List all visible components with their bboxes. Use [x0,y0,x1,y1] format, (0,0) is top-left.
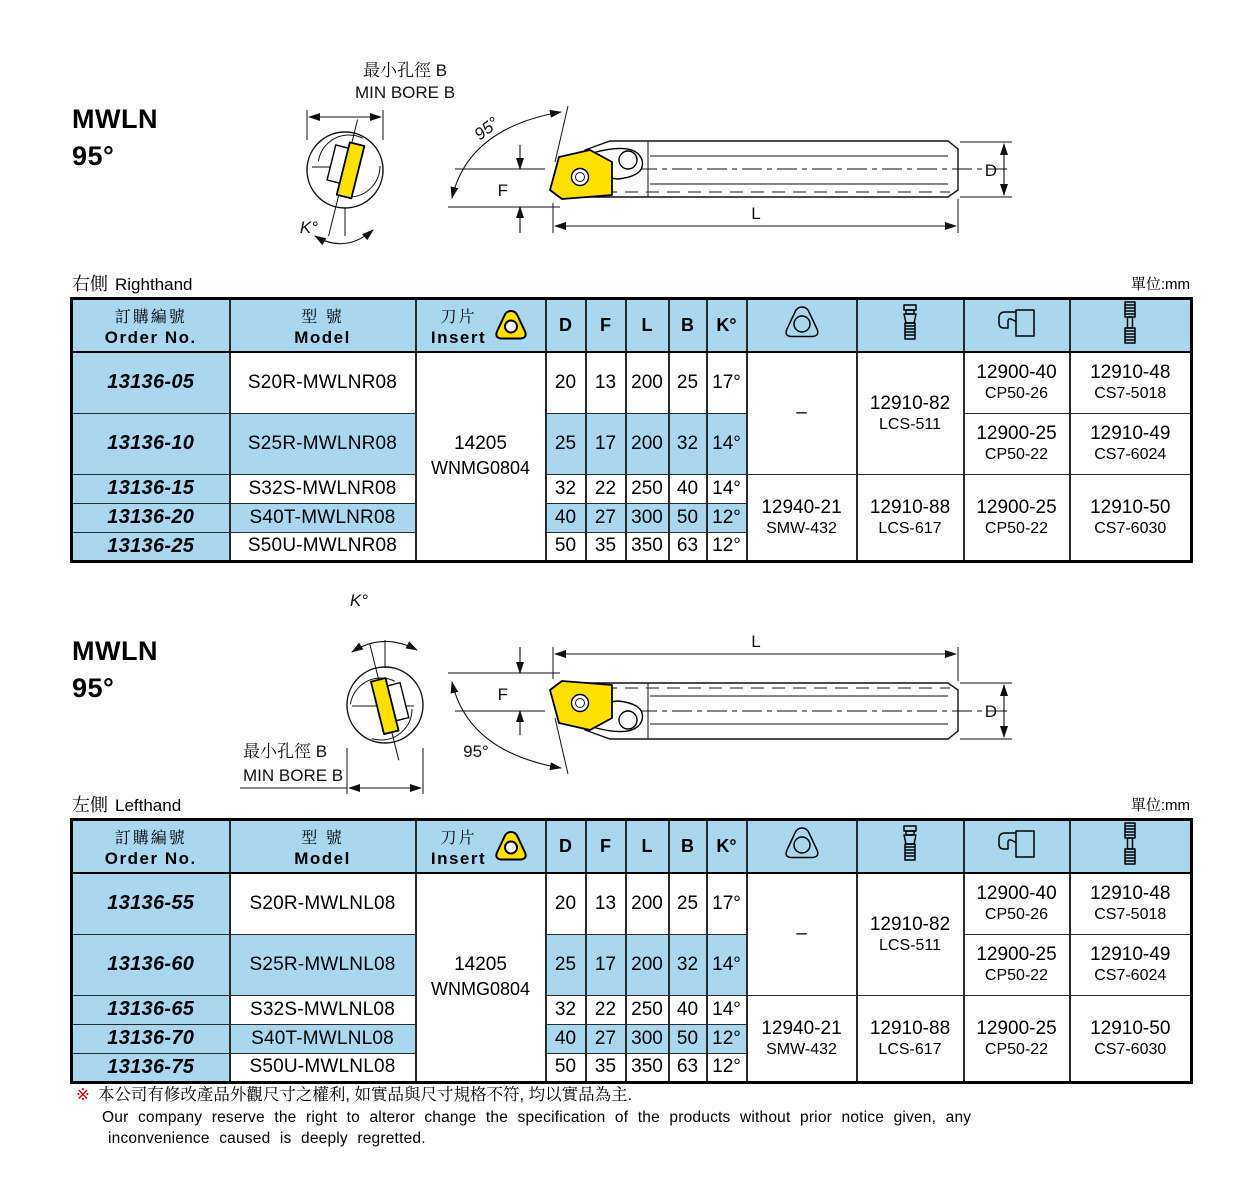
model-header-zh: 型 號 [301,829,344,847]
insert-col-header [416,820,546,874]
model-cell: S40T-MWLNL08 [230,1024,416,1053]
order-cell: 13136-25 [72,532,230,561]
insert-header-zh: 刀片 [440,308,477,326]
table-header-row [72,820,1192,874]
f-col-header: F [586,299,626,353]
hand-zh: 右側 [72,274,108,294]
k-cell: 12° [707,532,747,561]
l-cell: 200 [626,934,669,995]
clamp-col-header [964,299,1070,353]
insert-header-en: Insert [430,327,487,347]
l-cell: 200 [626,873,669,934]
trigon-insert-icon [492,830,530,864]
shim-screw-col-header [857,299,964,353]
d-cell: 32 [546,474,586,503]
f-cell: 13 [586,352,626,413]
order-cell: 13136-70 [72,1024,230,1053]
clamp-screw-cell: 12910-48 CS7-5018 [1070,352,1192,413]
k-col-header: K° [707,820,747,874]
order-cell: 13136-60 [72,934,230,995]
model-cell: S20R-MWLNL08 [230,873,416,934]
order-header-zh: 訂購編號 [114,829,187,847]
k-angle-label: K° [299,218,318,237]
unit-label: 單位:mm [1130,797,1190,814]
min-bore-label-en: MIN BORE B [354,83,456,102]
model-header-zh: 型 號 [301,308,344,326]
f-cell: 35 [586,1053,626,1082]
shim-screw-icon [898,823,922,865]
lefthand-spec-table [70,818,1193,1084]
f-cell: 13 [586,873,626,934]
l-cell: 300 [626,1024,669,1053]
angle-95-label: 95° [463,742,489,761]
b-cell: 25 [669,352,707,413]
k-angle-label: K° [349,591,368,610]
clamp-cell: 12900-25 CP50-22 [964,413,1070,474]
b-col-header: B [669,299,707,353]
clamp-screw-icon [1121,821,1139,867]
model-cell: S25R-MWLNL08 [230,934,416,995]
order-cell: 13136-65 [72,995,230,1024]
footer-note [76,1085,1186,1149]
order-cell: 13136-75 [72,1053,230,1082]
b-cell: 40 [669,995,707,1024]
f-col-header: F [586,820,626,874]
angle-95-label: 95° [470,113,503,145]
clamp-cell: 12900-40 CP50-26 [964,873,1070,934]
model-cell: S25R-MWLNR08 [230,413,416,474]
order-header-en: Order No. [104,848,197,868]
shim-icon [779,303,825,343]
end-view-insert [362,639,418,762]
f-cell: 22 [586,995,626,1024]
clamp-screw-cell: 12910-49 CS7-6024 [1070,934,1192,995]
d-col-header: D [546,299,586,353]
righthand-spec-table [70,297,1193,563]
k-cell: 14° [707,995,747,1024]
footer-zh-text: 本公司有修改產品外觀尺寸之權利, 如實品與尺寸規格不符, 均以實品為主. [97,1086,633,1104]
clamp-screw-col-header [1070,820,1192,874]
table-row [72,474,1192,503]
b-cell: 32 [669,413,707,474]
unit-label: 單位:mm [1130,276,1190,293]
table-row [72,873,1192,934]
hand-label-righthand [72,270,193,296]
f-dim-label: F [497,181,508,200]
insert-cell: 14205 WNMG0804 [416,352,546,561]
f-dim-label: F [497,685,508,704]
lead-angle: 95° [72,141,115,171]
d-cell: 20 [546,352,586,413]
trigon-insert-icon [492,309,530,343]
l-cell: 200 [626,413,669,474]
insert-header-en: Insert [430,848,487,868]
insert-cell: 14205 WNMG0804 [416,873,546,1082]
clamp-screw-icon [1121,300,1139,346]
d-cell: 50 [546,1053,586,1082]
hand-en: Righthand [115,275,193,294]
d-cell: 25 [546,413,586,474]
l-dim-label: L [751,632,761,651]
d-cell: 40 [546,503,586,532]
righthand-diagram [230,52,1060,270]
l-cell: 350 [626,1053,669,1082]
section-title-lefthand [72,633,158,707]
footer-en-line2: inconvenience caused is deeply regretted. [108,1130,426,1147]
l-col-header: L [626,299,669,353]
model-col-header [230,299,416,353]
table-row [72,934,1192,995]
clamp-cell: 12900-40 CP50-26 [964,352,1070,413]
model-cell: S50U-MWLNL08 [230,1053,416,1082]
model-cell: S50U-MWLNR08 [230,532,416,561]
series-name: MWLN [72,104,158,134]
b-cell: 63 [669,532,707,561]
clamp-icon [994,303,1040,343]
f-cell: 17 [586,934,626,995]
k-cell: 14° [707,413,747,474]
b-cell: 32 [669,934,707,995]
shim-icon [779,824,825,864]
shim-cell: 12940-21 SMW-432 [747,474,857,561]
l-cell: 250 [626,995,669,1024]
shim-screw-cell: 12910-88 LCS-617 [857,474,964,561]
shim-col-header [747,820,857,874]
table-row [72,995,1192,1024]
d-cell: 32 [546,995,586,1024]
insert-col-header [416,299,546,353]
shim-screw-cell: 12910-88 LCS-617 [857,995,964,1082]
l-cell: 250 [626,474,669,503]
shim-screw-icon [898,302,922,344]
model-cell: S32S-MWLNL08 [230,995,416,1024]
f-cell: 27 [586,1024,626,1053]
reference-mark: ※ [76,1086,90,1104]
model-cell: S32S-MWLNR08 [230,474,416,503]
l-col-header: L [626,820,669,874]
min-bore-label-zh: 最小孔徑 B [362,61,448,80]
shim-cell: – [747,352,857,474]
model-header-en: Model [294,848,351,868]
section-title-righthand [72,101,158,175]
clamp-cell: 12900-25 CP50-22 [964,934,1070,995]
order-cell: 13136-10 [72,413,230,474]
k-cell: 14° [707,474,747,503]
min-bore-label-en: MIN BORE B [243,766,344,785]
order-cell: 13136-15 [72,474,230,503]
d-cell: 20 [546,873,586,934]
lefthand-diagram [230,575,1060,795]
order-header-en: Order No. [104,327,197,347]
clamp-screw-cell: 12910-50 CS7-6030 [1070,995,1192,1082]
b-cell: 25 [669,873,707,934]
hand-en: Lefthand [115,796,182,815]
table-row [72,413,1192,474]
d-dim-label: D [984,702,997,721]
table-header-row [72,299,1192,353]
k-cell: 12° [707,1024,747,1053]
d-cell: 40 [546,1024,586,1053]
model-cell: S40T-MWLNR08 [230,503,416,532]
f-cell: 17 [586,413,626,474]
b-cell: 63 [669,1053,707,1082]
hand-zh: 左側 [72,795,108,815]
shim-screw-cell: 12910-82 LCS-511 [857,873,964,995]
lead-angle: 95° [72,673,115,703]
order-header-zh: 訂購編號 [114,308,187,326]
table-row [72,352,1192,413]
f-cell: 22 [586,474,626,503]
model-cell: S20R-MWLNR08 [230,352,416,413]
k-cell: 12° [707,1053,747,1082]
insert-header-zh: 刀片 [440,829,477,847]
clamp-icon [994,824,1040,864]
order-cell: 13136-55 [72,873,230,934]
b-col-header: B [669,820,707,874]
clamp-cell: 12900-25 CP50-22 [964,995,1070,1082]
l-cell: 350 [626,532,669,561]
l-cell: 200 [626,352,669,413]
shim-cell: 12940-21 SMW-432 [747,995,857,1082]
model-header-en: Model [294,327,351,347]
model-col-header [230,820,416,874]
footer-en-line1: Our company reserve the right to alteror change the specification of the products without prior notice given, any [102,1109,972,1126]
end-view-insert [314,116,370,239]
d-col-header: D [546,820,586,874]
clamp-screw-cell: 12910-50 CS7-6030 [1070,474,1192,561]
d-cell: 50 [546,532,586,561]
order-cell: 13136-20 [72,503,230,532]
f-cell: 35 [586,532,626,561]
f-cell: 27 [586,503,626,532]
order-cell: 13136-05 [72,352,230,413]
order-col-header [72,299,230,353]
clamp-screw-cell: 12910-49 CS7-6024 [1070,413,1192,474]
clamp-col-header [964,820,1070,874]
series-name: MWLN [72,636,158,666]
b-cell: 50 [669,1024,707,1053]
shim-col-header [747,299,857,353]
l-dim-label: L [751,204,761,223]
footer-line-zh [76,1085,1186,1106]
clamp-cell: 12900-25 CP50-22 [964,474,1070,561]
l-cell: 300 [626,503,669,532]
k-cell: 12° [707,503,747,532]
shim-screw-cell: 12910-82 LCS-511 [857,352,964,474]
clamp-screw-col-header [1070,299,1192,353]
d-cell: 25 [546,934,586,995]
k-cell: 17° [707,873,747,934]
order-col-header [72,820,230,874]
b-cell: 40 [669,474,707,503]
clamp-screw-cell: 12910-48 CS7-5018 [1070,873,1192,934]
k-col-header: K° [707,299,747,353]
b-cell: 50 [669,503,707,532]
min-bore-label-zh: 最小孔徑 B [243,742,328,761]
d-dim-label: D [984,161,997,180]
hand-label-lefthand [72,791,181,817]
k-cell: 17° [707,352,747,413]
shim-cell: – [747,873,857,995]
shim-screw-col-header [857,820,964,874]
k-cell: 14° [707,934,747,995]
